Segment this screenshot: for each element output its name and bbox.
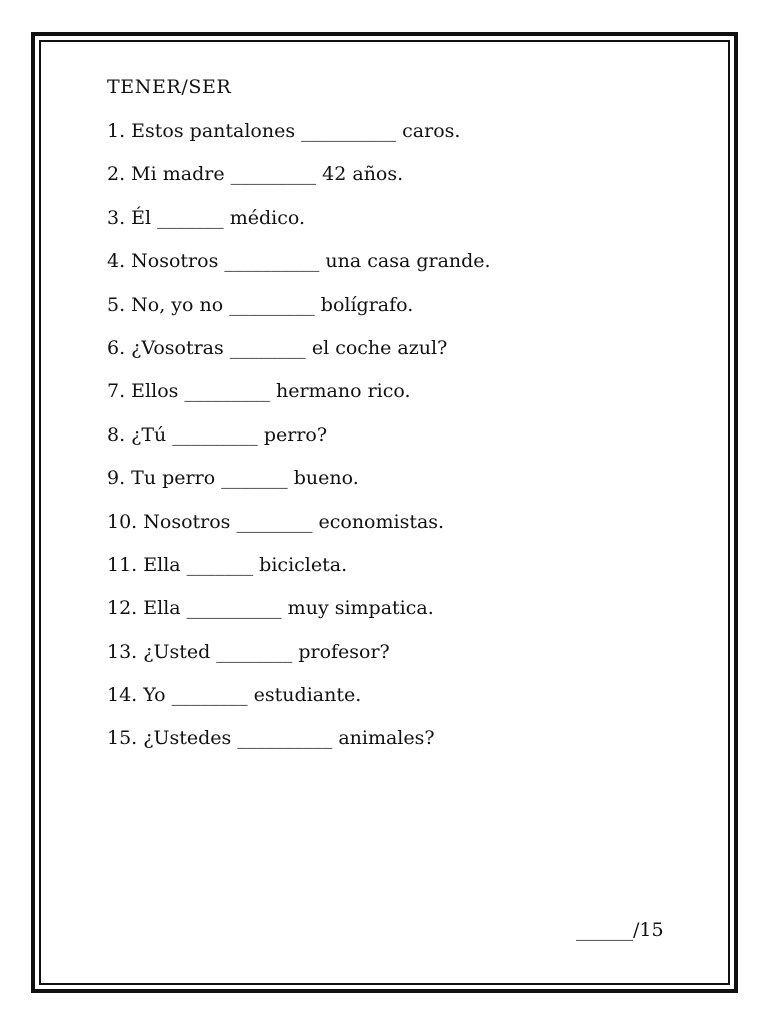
exercise-item: 10. Nosotros ________ economistas. (107, 510, 445, 533)
exercise-item: 13. ¿Usted ________ profesor? (107, 640, 390, 663)
exercise-list (107, 119, 491, 770)
exercise-item: 11. Ella _______ bicicleta. (107, 553, 348, 576)
exercise-item: 15. ¿Ustedes __________ animales? (107, 727, 435, 750)
exercise-item: 3. Él _______ médico. (107, 206, 305, 229)
exercise-item: 5. No, yo no _________ bolígrafo. (107, 293, 414, 316)
exercise-item: 14. Yo ________ estudiante. (107, 684, 362, 707)
exercise-item: 1. Estos pantalones __________ caros. (107, 120, 461, 142)
exercise-item: 2. Mi madre _________ 42 años. (107, 163, 404, 186)
exercise-item: 12. Ella __________ muy simpatica. (107, 597, 434, 620)
exercise-item: 6. ¿Vosotras ________ el coche azul? (107, 336, 448, 359)
score-field: ______/15 (576, 919, 664, 941)
exercise-item: 7. Ellos _________ hermano rico. (107, 380, 411, 403)
exercise-item: 8. ¿Tú _________ perro? (107, 423, 328, 446)
exercise-item: 4. Nosotros __________ una casa grande. (107, 250, 491, 273)
worksheet-title: TENER/SER (107, 76, 232, 98)
exercise-item: 9. Tu perro _______ bueno. (107, 467, 359, 490)
